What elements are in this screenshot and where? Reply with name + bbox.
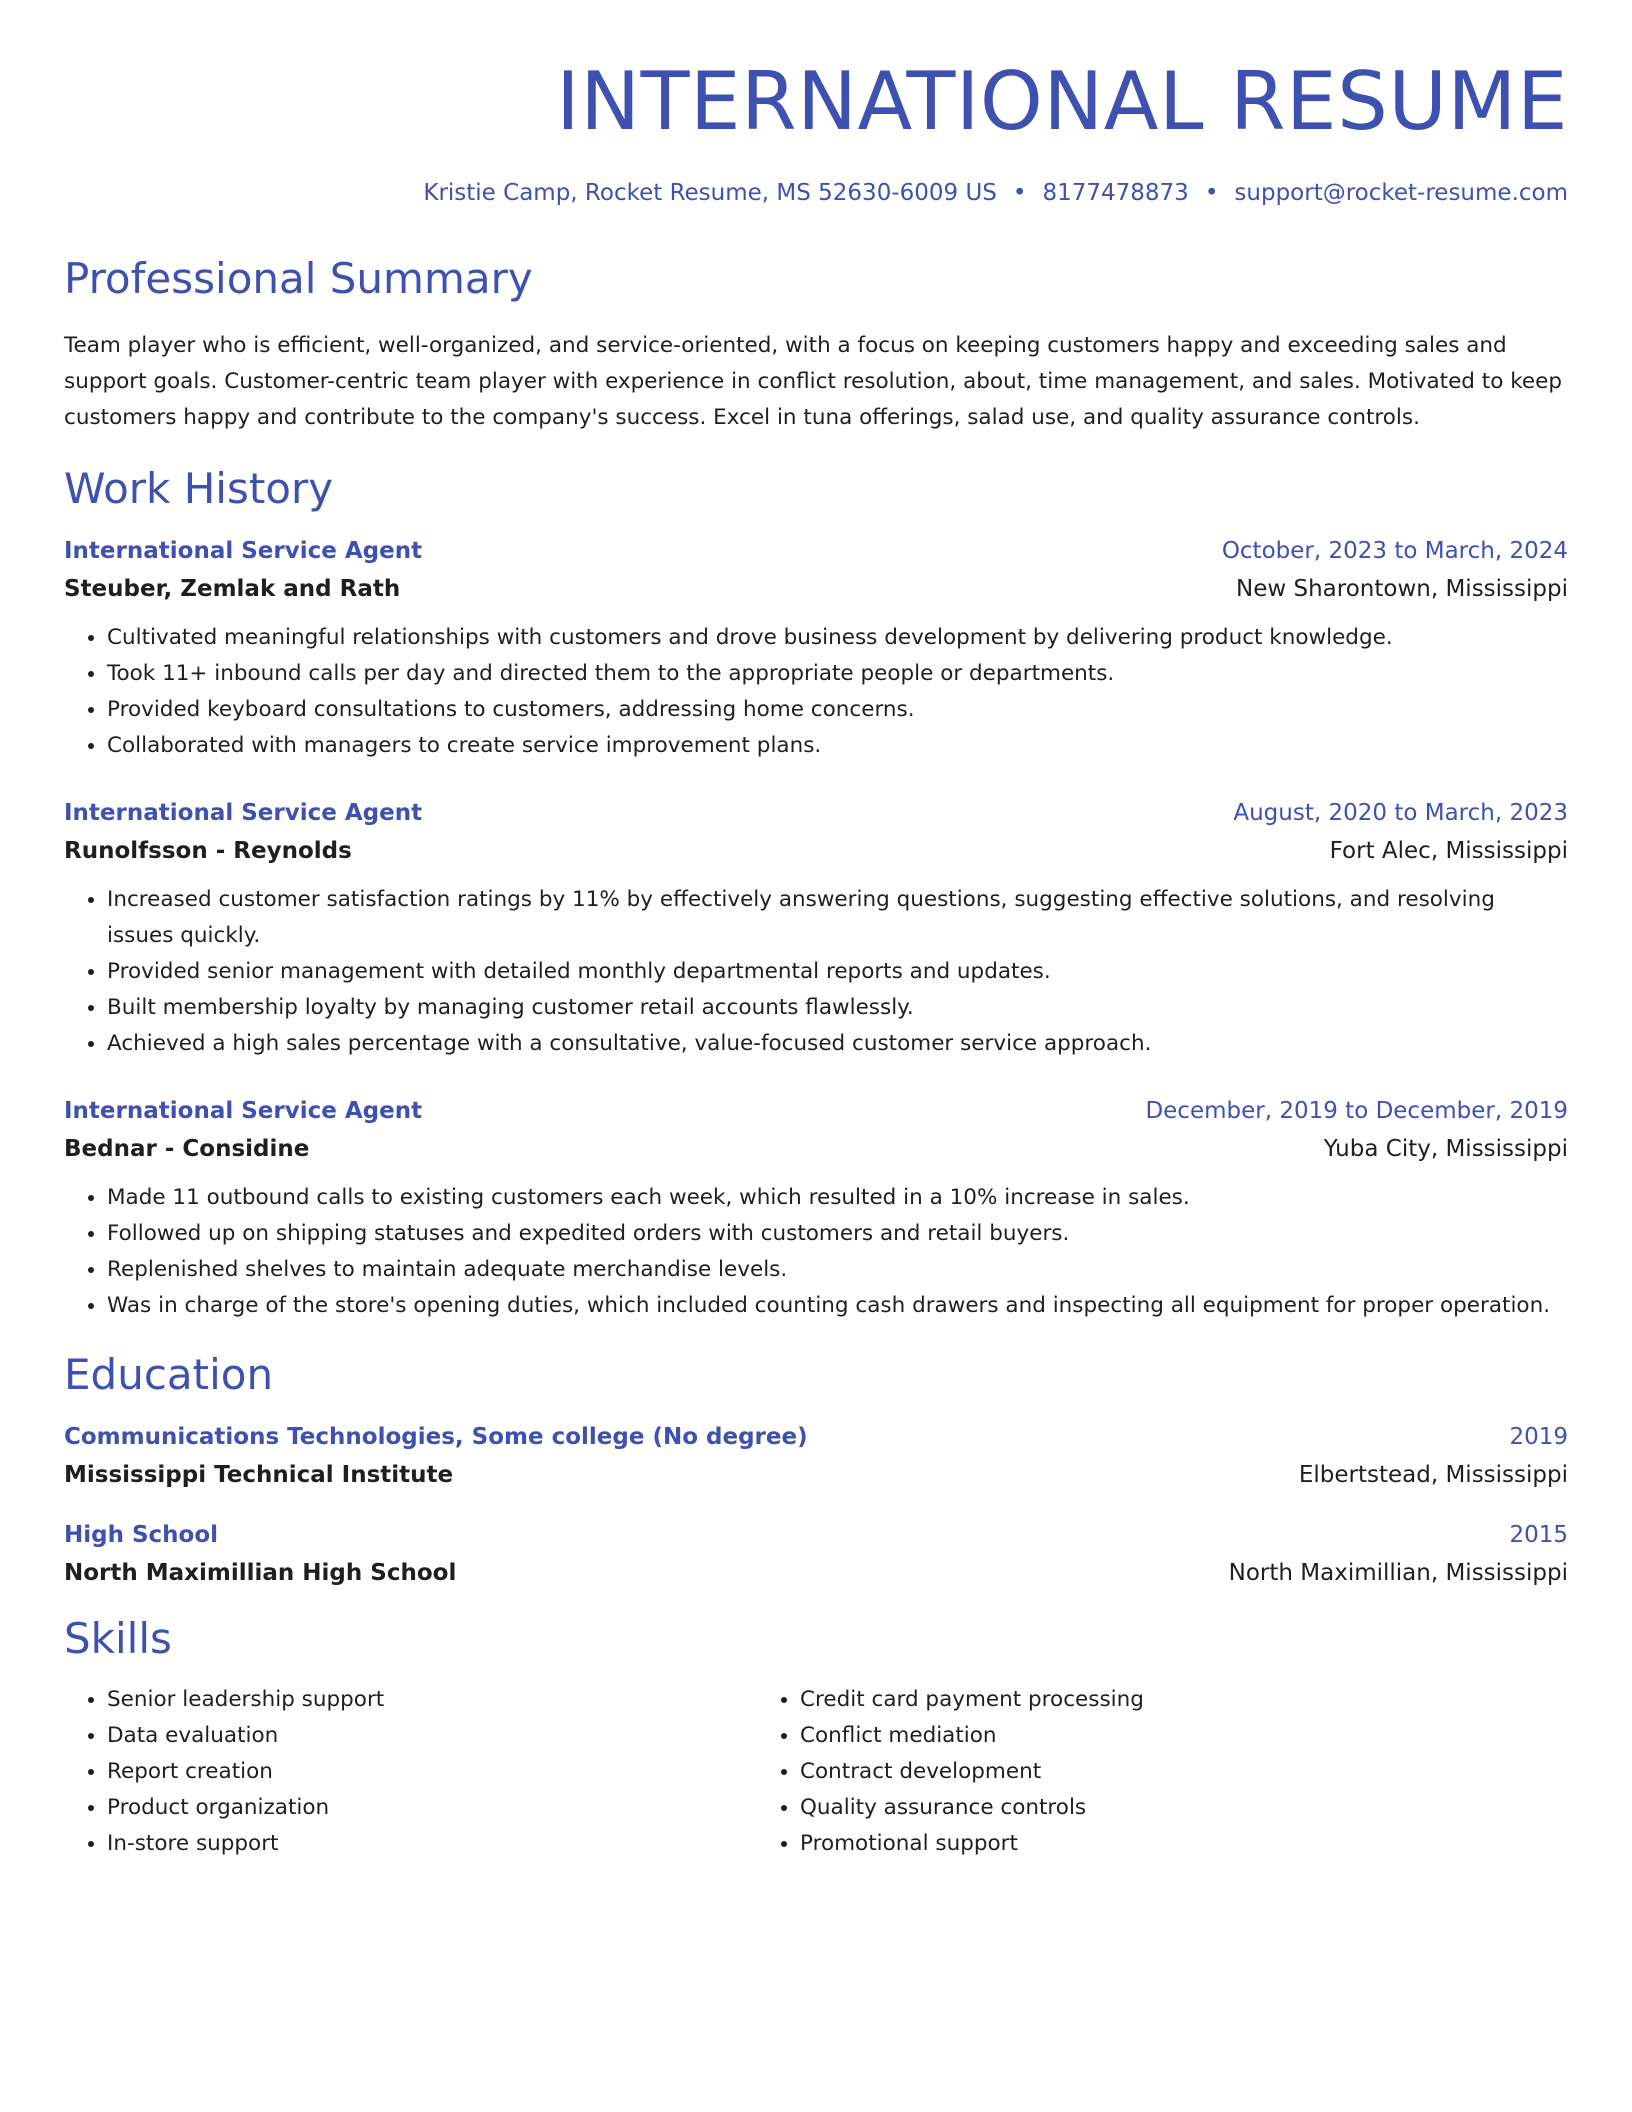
skill-item: • Contract development xyxy=(800,1754,1450,1790)
job-title: International Service Agent xyxy=(64,800,423,826)
job-company: Runolfsson - Reynolds xyxy=(64,838,352,864)
contact-line xyxy=(64,178,1568,208)
job-bullet: • Achieved a high sales percentage with a consultative, value-focused customer service approach. xyxy=(107,1026,1568,1062)
job-bullets xyxy=(64,1180,1568,1324)
education-entry xyxy=(64,1422,1568,1490)
job-location: Yuba City, Mississippi xyxy=(1323,1136,1568,1162)
education-year: 2015 xyxy=(1509,1522,1568,1548)
skills-heading: Skills xyxy=(64,1614,172,1663)
education-entry xyxy=(64,1520,1568,1588)
job-bullet: • Provided senior management with detailed monthly departmental reports and updates. xyxy=(107,954,1568,990)
job-bullet: • Cultivated meaningful relationships with customers and drove business development by delivering product knowledge. xyxy=(107,620,1568,656)
skill-item: • Quality assurance controls xyxy=(800,1790,1450,1826)
job-bullet: • Increased customer satisfaction ratings by 11% by effectively answering questions, suggesting effective solutions, and resolving issues quickly. xyxy=(107,882,1568,954)
resume-title: INTERNATIONAL RESUME xyxy=(556,55,1568,148)
job-bullet: • Followed up on shipping statuses and expedited orders with customers and retail buyers. xyxy=(107,1216,1568,1252)
contact-phone: 8177478873 xyxy=(1042,180,1189,206)
job-title: International Service Agent xyxy=(64,538,423,564)
skill-item: • Promotional support xyxy=(800,1826,1450,1862)
job-entry xyxy=(64,798,1568,1062)
job-location: New Sharontown, Mississippi xyxy=(1236,576,1568,602)
job-company: Steuber, Zemlak and Rath xyxy=(64,576,401,602)
education-degree: High School xyxy=(64,1522,219,1548)
skill-item: • Data evaluation xyxy=(107,1718,757,1754)
contact-email: support@rocket-resume.com xyxy=(1234,180,1568,206)
job-entry xyxy=(64,536,1568,764)
contact-separator: • xyxy=(1204,180,1219,206)
contact-address: Kristie Camp, Rocket Resume, MS 52630-6009 US xyxy=(423,180,997,206)
job-entry xyxy=(64,1096,1568,1324)
job-company: Bednar - Considine xyxy=(64,1136,310,1162)
job-bullet: • Made 11 outbound calls to existing customers each week, which resulted in a 10% increase in sales. xyxy=(107,1180,1568,1216)
summary-text: Team player who is efficient, well-organized, and service-oriented, with a focus on keeping customers happy and exceeding sales and support goals. Customer-centric team player with experience in conflict resolution, about, time management, and sales. Motivated to keep customers happy and contribute to the company's success. Excel in tuna offerings, salad use, and quality assurance controls. xyxy=(64,333,1562,430)
education-year: 2019 xyxy=(1509,1424,1568,1450)
education-location: Elbertstead, Mississippi xyxy=(1298,1462,1568,1488)
skills-list-right xyxy=(757,1682,1450,1862)
summary-heading: Professional Summary xyxy=(64,254,533,303)
job-bullet: • Took 11+ inbound calls per day and directed them to the appropriate people or departments. xyxy=(107,656,1568,692)
job-bullet: • Collaborated with managers to create service improvement plans. xyxy=(107,728,1568,764)
education-school: Mississippi Technical Institute xyxy=(64,1462,454,1488)
education-location: North Maximillian, Mississippi xyxy=(1228,1560,1568,1586)
skill-item: • Conflict mediation xyxy=(800,1718,1450,1754)
job-location: Fort Alec, Mississippi xyxy=(1329,838,1568,864)
education-degree: Communications Technologies, Some college (No degree) xyxy=(64,1424,808,1450)
skill-item: • In-store support xyxy=(107,1826,757,1862)
job-bullet: • Replenished shelves to maintain adequate merchandise levels. xyxy=(107,1252,1568,1288)
contact-separator: • xyxy=(1012,180,1027,206)
skill-item: • Report creation xyxy=(107,1754,757,1790)
education-school: North Maximillian High School xyxy=(64,1560,457,1586)
job-dates: December, 2019 to December, 2019 xyxy=(1145,1098,1568,1124)
job-dates: October, 2023 to March, 2024 xyxy=(1221,538,1568,564)
work-history-heading: Work History xyxy=(64,464,334,513)
skill-item: • Product organization xyxy=(107,1790,757,1826)
skill-item: • Senior leadership support xyxy=(107,1682,757,1718)
job-title: International Service Agent xyxy=(64,1098,423,1124)
job-dates: August, 2020 to March, 2023 xyxy=(1233,800,1568,826)
skill-item: • Credit card payment processing xyxy=(800,1682,1450,1718)
skills-list-left xyxy=(64,1682,757,1862)
job-bullets xyxy=(64,882,1568,1062)
education-heading: Education xyxy=(64,1350,274,1399)
skills-columns xyxy=(64,1682,1568,1862)
job-bullets xyxy=(64,620,1568,764)
job-bullet: • Built membership loyalty by managing customer retail accounts flawlessly. xyxy=(107,990,1568,1026)
job-bullet: • Was in charge of the store's opening duties, which included counting cash drawers and inspecting all equipment for proper operation. xyxy=(107,1288,1568,1324)
job-bullet: • Provided keyboard consultations to customers, addressing home concerns. xyxy=(107,692,1568,728)
